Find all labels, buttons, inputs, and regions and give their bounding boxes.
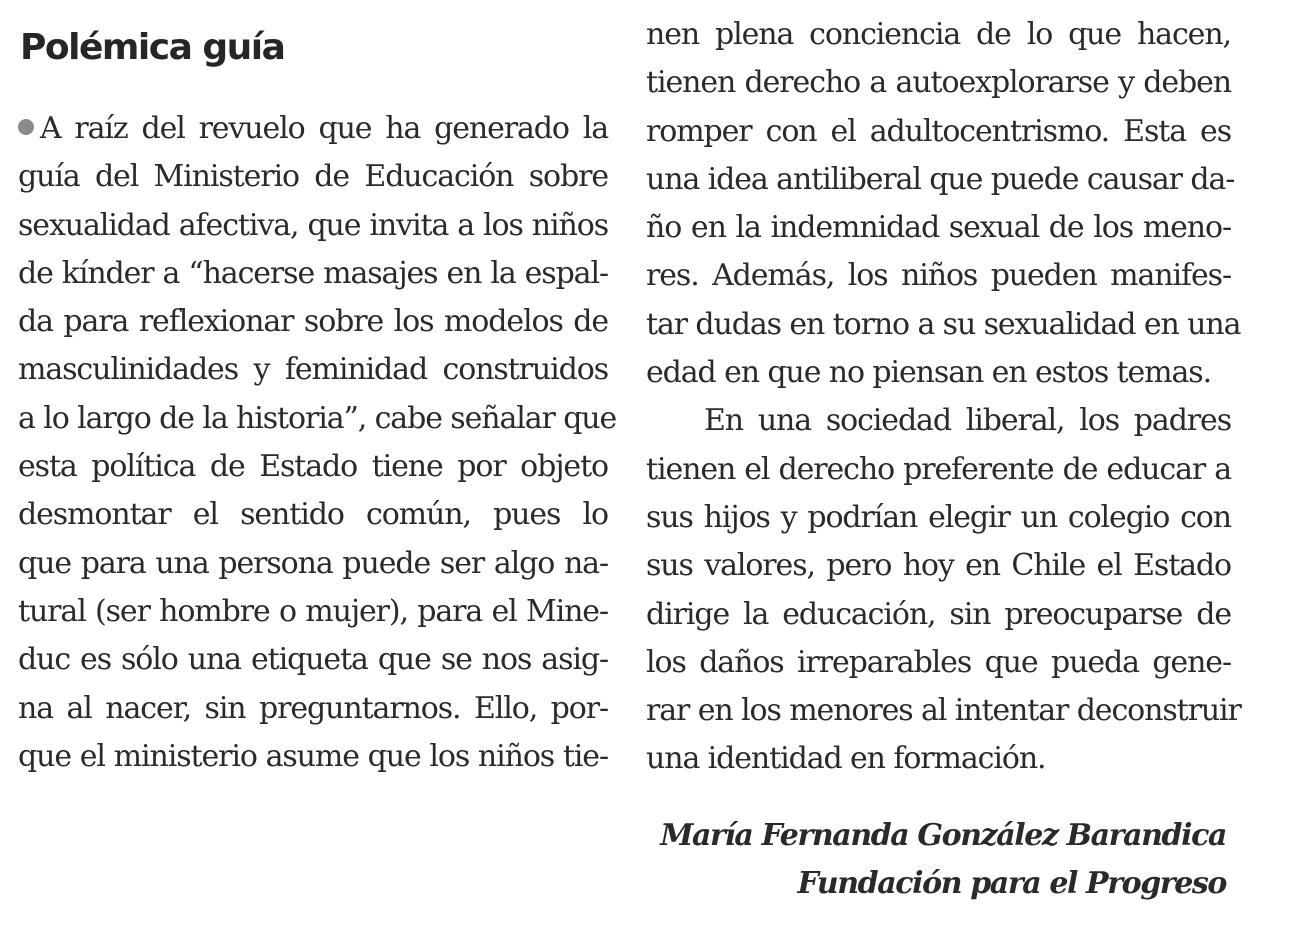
article-title: Polémica guía: [20, 27, 285, 68]
paragraph-bullet-icon: [18, 119, 34, 135]
text-line: de kínder a “hacerse masajes en la espal-: [18, 255, 608, 291]
text-line: res. Además, los niños pueden manifes-: [646, 258, 1231, 294]
text-line: tar dudas en torno a su sexualidad en una: [646, 306, 1241, 342]
text-line: na al nacer, sin preguntarnos. Ello, por-: [18, 690, 608, 726]
text-line: ño en la indemnidad sexual de los meno-: [646, 210, 1231, 246]
text-line: [18, 105, 608, 153]
author-organization: Fundación para el Progreso: [797, 866, 1226, 901]
signature-block: [660, 812, 1226, 908]
text-line: a lo largo de la historia”, cabe señalar que: [18, 400, 617, 436]
text-line: tienen el derecho preferente de educar a: [646, 451, 1231, 487]
text-line: sus valores, pero hoy en Chile el Estado: [646, 548, 1231, 584]
text-line: los daños irreparables que pueda gene-: [646, 644, 1231, 680]
text-line: desmontar el sentido común, pues lo: [18, 497, 608, 533]
text-line: sexualidad afectiva, que invita a los niños: [18, 207, 608, 243]
text-line: guía del Ministerio de Educación sobre: [18, 159, 608, 195]
text-line: una identidad en formación.: [646, 741, 1046, 777]
text-line: que para una persona puede ser algo na-: [18, 545, 608, 581]
column-left: [18, 105, 617, 781]
text-line: sus hijos y podrían elegir un colegio con: [646, 499, 1231, 535]
text-line: que el ministerio asume que los niños tie-: [18, 738, 608, 774]
text-line: dirige la educación, sin preocuparse de: [646, 596, 1231, 632]
text-line: masculinidades y feminidad construidos: [18, 352, 608, 388]
text-line: tural (ser hombre o mujer), para el Mine-: [18, 593, 608, 629]
text-line: romper con el adultocentrismo. Esta es: [646, 113, 1231, 149]
text-line: esta política de Estado tiene por objeto: [18, 449, 608, 485]
column-right: [646, 11, 1241, 784]
author-name: María Fernanda González Barandica: [660, 818, 1226, 853]
text-line: duc es sólo una etiqueta que se nos asig-: [18, 642, 608, 678]
text-line: En una sociedad liberal, los padres: [704, 403, 1231, 439]
text-line: edad en que no piensan en estos temas.: [646, 355, 1212, 391]
text-line: nen plena conciencia de lo que hacen,: [646, 17, 1231, 52]
text-line: rar en los menores al intentar deconstruir: [646, 693, 1241, 729]
text-line: una idea antiliberal que puede causar da-: [646, 161, 1235, 197]
text-line: da para reflexionar sobre los modelos de: [18, 304, 608, 340]
text-line: tienen derecho a autoexplorarse y deben: [646, 65, 1231, 101]
line-text: A raíz del revuelo que ha generado la: [40, 111, 608, 146]
